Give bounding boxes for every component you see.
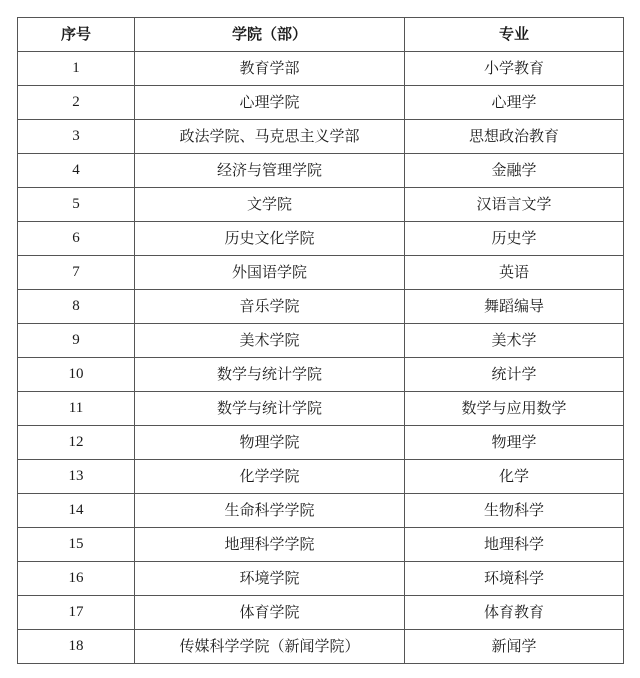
row-index: 13 — [18, 460, 135, 494]
row-college: 政法学院、马克思主义学部 — [135, 120, 405, 154]
table-row — [18, 52, 624, 86]
table-row — [18, 256, 624, 290]
row-college: 教育学部 — [135, 52, 405, 86]
row-college: 心理学院 — [135, 86, 405, 120]
row-major: 历史学 — [405, 222, 624, 256]
row-college: 物理学院 — [135, 426, 405, 460]
header-college: 学院（部） — [135, 18, 405, 52]
row-index: 9 — [18, 324, 135, 358]
row-college: 美术学院 — [135, 324, 405, 358]
row-index: 3 — [18, 120, 135, 154]
table-row — [18, 188, 624, 222]
row-college: 环境学院 — [135, 562, 405, 596]
college-major-table — [17, 17, 624, 664]
row-index: 11 — [18, 392, 135, 426]
row-college: 外国语学院 — [135, 256, 405, 290]
row-college: 历史文化学院 — [135, 222, 405, 256]
table-row — [18, 562, 624, 596]
table-row — [18, 528, 624, 562]
table-row — [18, 222, 624, 256]
table-body — [18, 52, 624, 664]
table-row — [18, 630, 624, 664]
row-major: 小学教育 — [405, 52, 624, 86]
row-major: 舞蹈编导 — [405, 290, 624, 324]
row-college: 传媒科学学院（新闻学院） — [135, 630, 405, 664]
row-major: 物理学 — [405, 426, 624, 460]
row-major: 英语 — [405, 256, 624, 290]
row-college: 文学院 — [135, 188, 405, 222]
row-major: 体育教育 — [405, 596, 624, 630]
header-major: 专业 — [405, 18, 624, 52]
table-row — [18, 392, 624, 426]
row-major: 地理科学 — [405, 528, 624, 562]
table-row — [18, 426, 624, 460]
table-row — [18, 324, 624, 358]
row-index: 2 — [18, 86, 135, 120]
row-major: 心理学 — [405, 86, 624, 120]
row-college: 化学学院 — [135, 460, 405, 494]
row-index: 10 — [18, 358, 135, 392]
header-index: 序号 — [18, 18, 135, 52]
table-row — [18, 290, 624, 324]
table-header — [18, 18, 624, 52]
row-index: 12 — [18, 426, 135, 460]
row-major: 思想政治教育 — [405, 120, 624, 154]
row-index: 14 — [18, 494, 135, 528]
row-college: 数学与统计学院 — [135, 358, 405, 392]
row-index: 18 — [18, 630, 135, 664]
row-major: 汉语言文学 — [405, 188, 624, 222]
row-index: 4 — [18, 154, 135, 188]
table-row — [18, 358, 624, 392]
row-index: 5 — [18, 188, 135, 222]
row-major: 化学 — [405, 460, 624, 494]
table-row — [18, 494, 624, 528]
row-major: 环境科学 — [405, 562, 624, 596]
row-index: 8 — [18, 290, 135, 324]
row-major: 统计学 — [405, 358, 624, 392]
row-major: 数学与应用数学 — [405, 392, 624, 426]
table-row — [18, 120, 624, 154]
table-row — [18, 86, 624, 120]
row-major: 生物科学 — [405, 494, 624, 528]
row-index: 6 — [18, 222, 135, 256]
row-major: 美术学 — [405, 324, 624, 358]
row-index: 15 — [18, 528, 135, 562]
row-major: 金融学 — [405, 154, 624, 188]
table-row — [18, 596, 624, 630]
college-major-table-container — [17, 17, 623, 664]
row-major: 新闻学 — [405, 630, 624, 664]
header-row — [18, 18, 624, 52]
row-index: 7 — [18, 256, 135, 290]
row-college: 生命科学学院 — [135, 494, 405, 528]
table-row — [18, 154, 624, 188]
row-college: 地理科学学院 — [135, 528, 405, 562]
row-college: 经济与管理学院 — [135, 154, 405, 188]
table-row — [18, 460, 624, 494]
row-college: 音乐学院 — [135, 290, 405, 324]
row-index: 17 — [18, 596, 135, 630]
row-index: 16 — [18, 562, 135, 596]
row-college: 体育学院 — [135, 596, 405, 630]
row-college: 数学与统计学院 — [135, 392, 405, 426]
row-index: 1 — [18, 52, 135, 86]
